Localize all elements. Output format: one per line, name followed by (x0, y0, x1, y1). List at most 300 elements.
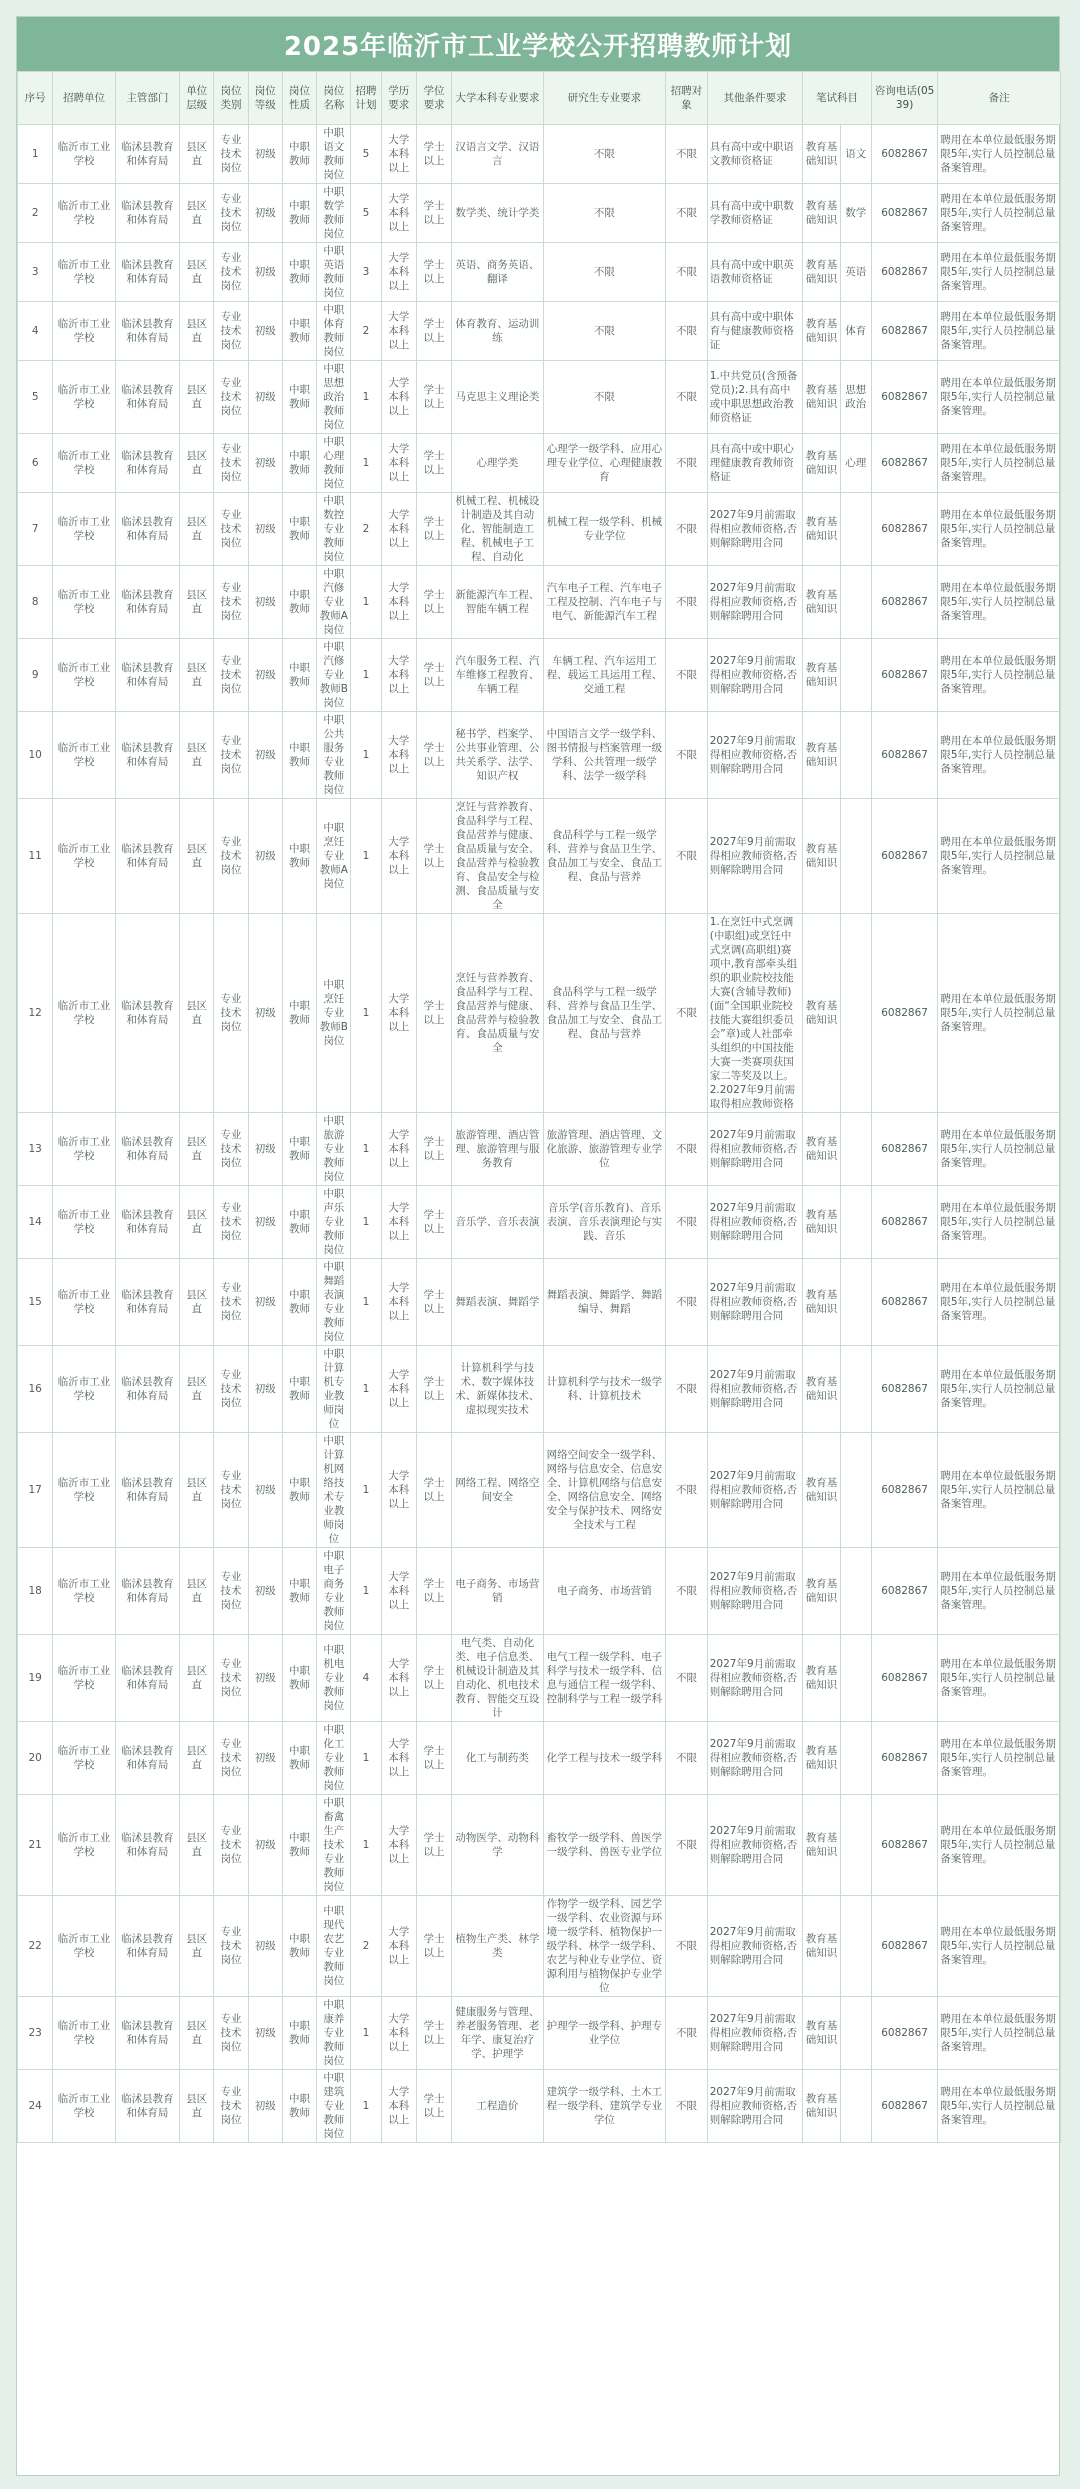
table-row (18, 914, 1061, 1113)
remark-cell: 聘用在本单位最低服务期限5年,实行人员控制总量备案管理。 (938, 1186, 1061, 1259)
col-header: 单位层级 (180, 72, 214, 125)
post-nature-cell: 中职教师 (282, 1113, 316, 1186)
post-grade-cell: 初级 (248, 184, 282, 243)
recruit-target-cell: 不限 (666, 184, 708, 243)
department-cell: 临沭县教育和体育局 (115, 125, 179, 184)
exam-subject-cell: 教育基础知识 (803, 2070, 840, 2143)
exam-subject-cell: 教育基础知识 (803, 1259, 840, 1346)
post-grade-cell: 初级 (248, 1635, 282, 1722)
graduate-major-cell: 舞蹈表演、舞蹈学、舞蹈编导、舞蹈 (543, 1259, 666, 1346)
table-row (18, 639, 1061, 712)
education-req-cell: 大学本科以上 (381, 1795, 416, 1896)
exam-subject-cell: 教育基础知识 (803, 1896, 840, 1997)
post-category-cell: 专业技术岗位 (214, 1548, 248, 1635)
post-category-cell: 专业技术岗位 (214, 1997, 248, 2070)
post-grade-cell: 初级 (248, 639, 282, 712)
post-nature-cell: 中职教师 (282, 1259, 316, 1346)
post-grade-cell: 初级 (248, 1548, 282, 1635)
other-requirements-cell: 2027年9月前需取得相应教师资格,否则解除聘用合同 (707, 1259, 803, 1346)
recruit-target-cell: 不限 (666, 1997, 708, 2070)
remark-cell: 聘用在本单位最低服务期限5年,实行人员控制总量备案管理。 (938, 1722, 1061, 1795)
post-category-cell: 专业技术岗位 (214, 125, 248, 184)
department-cell: 临沭县教育和体育局 (115, 2070, 179, 2143)
bachelor-major-cell: 计算机科学与技术、数字媒体技术、新媒体技术、虚拟现实技术 (452, 1346, 543, 1433)
exam-subject-2-cell: 体育 (840, 302, 871, 361)
recruiting-unit-cell: 临沂市工业学校 (53, 914, 115, 1113)
exam-subject-2-cell (840, 1997, 871, 2070)
recruitment-sheet (16, 16, 1060, 2476)
unit-level-cell: 县区直 (180, 184, 214, 243)
contact-phone-cell: 6082867 (871, 1548, 937, 1635)
education-req-cell: 大学本科以上 (381, 1259, 416, 1346)
post-category-cell: 专业技术岗位 (214, 1896, 248, 1997)
unit-level-cell: 县区直 (180, 1722, 214, 1795)
exam-subject-2-cell (840, 712, 871, 799)
other-requirements-cell: 具有高中或中职语文教师资格证 (707, 125, 803, 184)
post-nature-cell: 中职教师 (282, 1722, 316, 1795)
post-name-cell: 中职思想政治教师岗位 (317, 361, 351, 434)
recruit-target-cell: 不限 (666, 1635, 708, 1722)
graduate-major-cell: 中国语言文学一级学科、图书情报与档案管理一级学科、公共管理一级学科、法学一级学科 (543, 712, 666, 799)
education-req-cell: 大学本科以上 (381, 493, 416, 566)
post-nature-cell: 中职教师 (282, 434, 316, 493)
education-req-cell: 大学本科以上 (381, 1896, 416, 1997)
degree-req-cell: 学士以上 (416, 1259, 451, 1346)
unit-level-cell: 县区直 (180, 243, 214, 302)
recruit-count-cell: 1 (351, 1259, 381, 1346)
post-name-cell: 中职康养专业教师岗位 (317, 1997, 351, 2070)
unit-level-cell: 县区直 (180, 493, 214, 566)
recruiting-unit-cell: 临沂市工业学校 (53, 1722, 115, 1795)
other-requirements-cell: 2027年9月前需取得相应教师资格,否则解除聘用合同 (707, 799, 803, 914)
exam-subject-cell: 教育基础知识 (803, 1635, 840, 1722)
post-name-cell: 中职化工专业教师岗位 (317, 1722, 351, 1795)
recruit-count-cell: 1 (351, 1997, 381, 2070)
graduate-major-cell: 旅游管理、酒店管理、文化旅游、旅游管理专业学位 (543, 1113, 666, 1186)
recruiting-unit-cell: 临沂市工业学校 (53, 639, 115, 712)
row-number-cell: 16 (18, 1346, 53, 1433)
post-name-cell: 中职数控专业教师岗位 (317, 493, 351, 566)
row-number-cell: 6 (18, 434, 53, 493)
recruit-target-cell: 不限 (666, 302, 708, 361)
exam-subject-2-cell (840, 1896, 871, 1997)
bachelor-major-cell: 网络工程、网络空间安全 (452, 1433, 543, 1548)
table-row (18, 1259, 1061, 1346)
department-cell: 临沭县教育和体育局 (115, 1548, 179, 1635)
exam-subject-cell: 教育基础知识 (803, 1113, 840, 1186)
post-name-cell: 中职烹饪专业教师B岗位 (317, 914, 351, 1113)
exam-subject-cell: 教育基础知识 (803, 302, 840, 361)
post-name-cell: 中职心理教师岗位 (317, 434, 351, 493)
exam-subject-2-cell: 英语 (840, 243, 871, 302)
other-requirements-cell: 具有高中或中职英语教师资格证 (707, 243, 803, 302)
unit-level-cell: 县区直 (180, 1548, 214, 1635)
post-grade-cell: 初级 (248, 493, 282, 566)
post-grade-cell: 初级 (248, 914, 282, 1113)
post-nature-cell: 中职教师 (282, 184, 316, 243)
recruit-count-cell: 1 (351, 639, 381, 712)
degree-req-cell: 学士以上 (416, 799, 451, 914)
graduate-major-cell: 不限 (543, 243, 666, 302)
graduate-major-cell: 作物学一级学科、园艺学一级学科、农业资源与环境一级学科、植物保护一级学科、林学一级学科、农艺与种业专业学位、资源利用与植物保护专业学位 (543, 1896, 666, 1997)
post-category-cell: 专业技术岗位 (214, 1259, 248, 1346)
bachelor-major-cell: 舞蹈表演、舞蹈学 (452, 1259, 543, 1346)
contact-phone-cell: 6082867 (871, 1795, 937, 1896)
post-name-cell: 中职体育教师岗位 (317, 302, 351, 361)
exam-subject-2-cell (840, 1113, 871, 1186)
graduate-major-cell: 护理学一级学科、护理专业学位 (543, 1997, 666, 2070)
row-number-cell: 17 (18, 1433, 53, 1548)
post-category-cell: 专业技术岗位 (214, 712, 248, 799)
department-cell: 临沭县教育和体育局 (115, 712, 179, 799)
exam-subject-2-cell (840, 1346, 871, 1433)
table-row (18, 434, 1061, 493)
recruit-target-cell: 不限 (666, 243, 708, 302)
bachelor-major-cell: 动物医学、动物科学 (452, 1795, 543, 1896)
other-requirements-cell: 2027年9月前需取得相应教师资格,否则解除聘用合同 (707, 1186, 803, 1259)
education-req-cell: 大学本科以上 (381, 1722, 416, 1795)
table-row (18, 799, 1061, 914)
table-row (18, 1548, 1061, 1635)
recruit-count-cell: 1 (351, 2070, 381, 2143)
bachelor-major-cell: 新能源汽车工程、智能车辆工程 (452, 566, 543, 639)
unit-level-cell: 县区直 (180, 1997, 214, 2070)
degree-req-cell: 学士以上 (416, 1722, 451, 1795)
department-cell: 临沭县教育和体育局 (115, 1722, 179, 1795)
bachelor-major-cell: 健康服务与管理、养老服务管理、老年学、康复治疗学、护理学 (452, 1997, 543, 2070)
recruit-target-cell: 不限 (666, 434, 708, 493)
post-nature-cell: 中职教师 (282, 1635, 316, 1722)
exam-subject-2-cell (840, 1548, 871, 1635)
row-number-cell: 21 (18, 1795, 53, 1896)
degree-req-cell: 学士以上 (416, 914, 451, 1113)
contact-phone-cell: 6082867 (871, 361, 937, 434)
post-nature-cell: 中职教师 (282, 361, 316, 434)
remark-cell: 聘用在本单位最低服务期限5年,实行人员控制总量备案管理。 (938, 302, 1061, 361)
row-number-cell: 12 (18, 914, 53, 1113)
department-cell: 临沭县教育和体育局 (115, 1635, 179, 1722)
unit-level-cell: 县区直 (180, 566, 214, 639)
exam-subject-cell: 教育基础知识 (803, 1997, 840, 2070)
table-row (18, 1346, 1061, 1433)
bachelor-major-cell: 机械工程、机械设计制造及其自动化、智能制造工程、机械电子工程、自动化 (452, 493, 543, 566)
graduate-major-cell: 畜牧学一级学科、兽医学一级学科、兽医专业学位 (543, 1795, 666, 1896)
recruit-target-cell: 不限 (666, 125, 708, 184)
col-header-exam: 笔试科目 (803, 72, 872, 125)
exam-subject-2-cell: 数学 (840, 184, 871, 243)
recruit-target-cell: 不限 (666, 2070, 708, 2143)
recruit-count-cell: 1 (351, 799, 381, 914)
recruiting-unit-cell: 临沂市工业学校 (53, 1548, 115, 1635)
graduate-major-cell: 建筑学一级学科、土木工程一级学科、建筑学专业学位 (543, 2070, 666, 2143)
table-row (18, 184, 1061, 243)
post-grade-cell: 初级 (248, 302, 282, 361)
exam-subject-cell: 教育基础知识 (803, 1722, 840, 1795)
remark-cell: 聘用在本单位最低服务期限5年,实行人员控制总量备案管理。 (938, 184, 1061, 243)
exam-subject-cell: 教育基础知识 (803, 1186, 840, 1259)
contact-phone-cell: 6082867 (871, 1259, 937, 1346)
unit-level-cell: 县区直 (180, 2070, 214, 2143)
col-header: 大学本科专业要求 (452, 72, 543, 125)
unit-level-cell: 县区直 (180, 1896, 214, 1997)
bachelor-major-cell: 秘书学、档案学、公共事业管理、公共关系学、法学、知识产权 (452, 712, 543, 799)
other-requirements-cell: 2027年9月前需取得相应教师资格,否则解除聘用合同 (707, 493, 803, 566)
department-cell: 临沭县教育和体育局 (115, 639, 179, 712)
contact-phone-cell: 6082867 (871, 566, 937, 639)
department-cell: 临沭县教育和体育局 (115, 243, 179, 302)
remark-cell: 聘用在本单位最低服务期限5年,实行人员控制总量备案管理。 (938, 639, 1061, 712)
other-requirements-cell: 2027年9月前需取得相应教师资格,否则解除聘用合同 (707, 1548, 803, 1635)
graduate-major-cell: 不限 (543, 302, 666, 361)
post-name-cell: 中职电子商务专业教师岗位 (317, 1548, 351, 1635)
recruit-target-cell: 不限 (666, 566, 708, 639)
bachelor-major-cell: 心理学类 (452, 434, 543, 493)
education-req-cell: 大学本科以上 (381, 914, 416, 1113)
recruit-count-cell: 2 (351, 493, 381, 566)
graduate-major-cell: 不限 (543, 125, 666, 184)
degree-req-cell: 学士以上 (416, 1548, 451, 1635)
row-number-cell: 9 (18, 639, 53, 712)
contact-phone-cell: 6082867 (871, 184, 937, 243)
table-row (18, 361, 1061, 434)
recruiting-unit-cell: 临沂市工业学校 (53, 566, 115, 639)
post-grade-cell: 初级 (248, 1186, 282, 1259)
post-category-cell: 专业技术岗位 (214, 639, 248, 712)
exam-subject-2-cell (840, 914, 871, 1113)
graduate-major-cell: 心理学一级学科、应用心理专业学位、心理健康教育 (543, 434, 666, 493)
post-name-cell: 中职汽修专业教师A岗位 (317, 566, 351, 639)
row-number-cell: 10 (18, 712, 53, 799)
post-grade-cell: 初级 (248, 1997, 282, 2070)
table-row (18, 1186, 1061, 1259)
degree-req-cell: 学士以上 (416, 1997, 451, 2070)
post-category-cell: 专业技术岗位 (214, 1113, 248, 1186)
recruit-count-cell: 1 (351, 566, 381, 639)
recruitment-table (17, 71, 1061, 2143)
col-header: 其他条件要求 (707, 72, 803, 125)
exam-subject-2-cell (840, 639, 871, 712)
unit-level-cell: 县区直 (180, 125, 214, 184)
graduate-major-cell: 食品科学与工程一级学科、营养与食品卫生学、食品加工与安全、食品工程、食品与营养 (543, 799, 666, 914)
table-row (18, 1433, 1061, 1548)
degree-req-cell: 学士以上 (416, 712, 451, 799)
remark-cell: 聘用在本单位最低服务期限5年,实行人员控制总量备案管理。 (938, 493, 1061, 566)
post-name-cell: 中职舞蹈表演专业教师岗位 (317, 1259, 351, 1346)
graduate-major-cell: 食品科学与工程一级学科、营养与食品卫生学、食品加工与安全、食品工程、食品与营养 (543, 914, 666, 1113)
contact-phone-cell: 6082867 (871, 799, 937, 914)
bachelor-major-cell: 工程造价 (452, 2070, 543, 2143)
recruiting-unit-cell: 临沂市工业学校 (53, 1186, 115, 1259)
bachelor-major-cell: 电气类、自动化类、电子信息类、机械设计制造及其自动化、机电技术教育、智能交互设计 (452, 1635, 543, 1722)
contact-phone-cell: 6082867 (871, 243, 937, 302)
col-header: 岗位类别 (214, 72, 248, 125)
graduate-major-cell: 计算机科学与技术一级学科、计算机技术 (543, 1346, 666, 1433)
post-grade-cell: 初级 (248, 125, 282, 184)
unit-level-cell: 县区直 (180, 361, 214, 434)
recruit-target-cell: 不限 (666, 799, 708, 914)
recruit-count-cell: 1 (351, 1186, 381, 1259)
degree-req-cell: 学士以上 (416, 125, 451, 184)
recruit-count-cell: 1 (351, 712, 381, 799)
contact-phone-cell: 6082867 (871, 712, 937, 799)
remark-cell: 聘用在本单位最低服务期限5年,实行人员控制总量备案管理。 (938, 1795, 1061, 1896)
row-number-cell: 3 (18, 243, 53, 302)
post-name-cell: 中职畜禽生产技术专业教师岗位 (317, 1795, 351, 1896)
post-name-cell: 中职汽修专业教师B岗位 (317, 639, 351, 712)
recruiting-unit-cell: 临沂市工业学校 (53, 712, 115, 799)
post-grade-cell: 初级 (248, 712, 282, 799)
graduate-major-cell: 不限 (543, 184, 666, 243)
degree-req-cell: 学士以上 (416, 2070, 451, 2143)
education-req-cell: 大学本科以上 (381, 184, 416, 243)
graduate-major-cell: 车辆工程、汽车运用工程、载运工具运用工程、交通工程 (543, 639, 666, 712)
post-nature-cell: 中职教师 (282, 125, 316, 184)
row-number-cell: 4 (18, 302, 53, 361)
col-header: 招聘对象 (666, 72, 708, 125)
table-row (18, 566, 1061, 639)
other-requirements-cell: 具有高中或中职体育与健康教师资格证 (707, 302, 803, 361)
remark-cell: 聘用在本单位最低服务期限5年,实行人员控制总量备案管理。 (938, 1346, 1061, 1433)
department-cell: 临沭县教育和体育局 (115, 302, 179, 361)
col-header: 岗位等级 (248, 72, 282, 125)
recruit-target-cell: 不限 (666, 1548, 708, 1635)
department-cell: 临沭县教育和体育局 (115, 1186, 179, 1259)
education-req-cell: 大学本科以上 (381, 566, 416, 639)
recruit-target-cell: 不限 (666, 1113, 708, 1186)
education-req-cell: 大学本科以上 (381, 1433, 416, 1548)
post-grade-cell: 初级 (248, 243, 282, 302)
unit-level-cell: 县区直 (180, 1433, 214, 1548)
contact-phone-cell: 6082867 (871, 2070, 937, 2143)
exam-subject-2-cell (840, 1433, 871, 1548)
education-req-cell: 大学本科以上 (381, 302, 416, 361)
recruit-count-cell: 2 (351, 302, 381, 361)
education-req-cell: 大学本科以上 (381, 1997, 416, 2070)
recruit-target-cell: 不限 (666, 639, 708, 712)
remark-cell: 聘用在本单位最低服务期限5年,实行人员控制总量备案管理。 (938, 1896, 1061, 1997)
recruit-count-cell: 1 (351, 361, 381, 434)
post-name-cell: 中职建筑专业教师岗位 (317, 2070, 351, 2143)
recruiting-unit-cell: 临沂市工业学校 (53, 493, 115, 566)
remark-cell: 聘用在本单位最低服务期限5年,实行人员控制总量备案管理。 (938, 1113, 1061, 1186)
recruiting-unit-cell: 临沂市工业学校 (53, 184, 115, 243)
graduate-major-cell: 电气工程一级学科、电子科学与技术一级学科、信息与通信工程一级学科、控制科学与工程一级学科 (543, 1635, 666, 1722)
contact-phone-cell: 6082867 (871, 914, 937, 1113)
department-cell: 临沭县教育和体育局 (115, 1795, 179, 1896)
recruiting-unit-cell: 临沂市工业学校 (53, 1346, 115, 1433)
bachelor-major-cell: 马克思主义理论类 (452, 361, 543, 434)
table-row (18, 1997, 1061, 2070)
unit-level-cell: 县区直 (180, 1113, 214, 1186)
exam-subject-cell: 教育基础知识 (803, 914, 840, 1113)
graduate-major-cell: 化学工程与技术一级学科 (543, 1722, 666, 1795)
unit-level-cell: 县区直 (180, 1259, 214, 1346)
row-number-cell: 5 (18, 361, 53, 434)
exam-subject-2-cell (840, 1635, 871, 1722)
title-bar (17, 17, 1059, 71)
post-grade-cell: 初级 (248, 1795, 282, 1896)
unit-level-cell: 县区直 (180, 1635, 214, 1722)
exam-subject-2-cell (840, 1722, 871, 1795)
recruiting-unit-cell: 临沂市工业学校 (53, 361, 115, 434)
department-cell: 临沭县教育和体育局 (115, 914, 179, 1113)
degree-req-cell: 学士以上 (416, 1186, 451, 1259)
row-number-cell: 11 (18, 799, 53, 914)
contact-phone-cell: 6082867 (871, 1113, 937, 1186)
bachelor-major-cell: 烹饪与营养教育、食品科学与工程、食品营养与健康、食品质量与安全、食品营养与检验教育、食品安全与检测、食品质量与安全 (452, 799, 543, 914)
post-category-cell: 专业技术岗位 (214, 799, 248, 914)
bachelor-major-cell: 烹饪与营养教育、食品科学与工程、食品营养与健康、食品营养与检验教育、食品质量与安全 (452, 914, 543, 1113)
recruiting-unit-cell: 临沂市工业学校 (53, 125, 115, 184)
recruiting-unit-cell: 临沂市工业学校 (53, 434, 115, 493)
post-nature-cell: 中职教师 (282, 243, 316, 302)
post-name-cell: 中职英语教师岗位 (317, 243, 351, 302)
degree-req-cell: 学士以上 (416, 434, 451, 493)
department-cell: 临沭县教育和体育局 (115, 184, 179, 243)
exam-subject-cell: 教育基础知识 (803, 361, 840, 434)
recruit-target-cell: 不限 (666, 1795, 708, 1896)
post-grade-cell: 初级 (248, 799, 282, 914)
other-requirements-cell: 具有高中或中职心理健康教育教师资格证 (707, 434, 803, 493)
post-nature-cell: 中职教师 (282, 799, 316, 914)
post-nature-cell: 中职教师 (282, 712, 316, 799)
bachelor-major-cell: 电子商务、市场营销 (452, 1548, 543, 1635)
recruit-target-cell: 不限 (666, 1896, 708, 1997)
post-category-cell: 专业技术岗位 (214, 434, 248, 493)
education-req-cell: 大学本科以上 (381, 361, 416, 434)
post-category-cell: 专业技术岗位 (214, 243, 248, 302)
post-grade-cell: 初级 (248, 1722, 282, 1795)
recruit-count-cell: 1 (351, 434, 381, 493)
post-nature-cell: 中职教师 (282, 2070, 316, 2143)
row-number-cell: 14 (18, 1186, 53, 1259)
education-req-cell: 大学本科以上 (381, 799, 416, 914)
post-category-cell: 专业技术岗位 (214, 1186, 248, 1259)
other-requirements-cell: 2027年9月前需取得相应教师资格,否则解除聘用合同 (707, 1722, 803, 1795)
exam-subject-cell: 教育基础知识 (803, 639, 840, 712)
col-header: 研究生专业要求 (543, 72, 666, 125)
post-category-cell: 专业技术岗位 (214, 1722, 248, 1795)
recruit-target-cell: 不限 (666, 1722, 708, 1795)
recruit-target-cell: 不限 (666, 1186, 708, 1259)
unit-level-cell: 县区直 (180, 1795, 214, 1896)
post-category-cell: 专业技术岗位 (214, 1635, 248, 1722)
recruiting-unit-cell: 临沂市工业学校 (53, 1896, 115, 1997)
post-category-cell: 专业技术岗位 (214, 1433, 248, 1548)
table-row (18, 493, 1061, 566)
recruit-count-cell: 4 (351, 1635, 381, 1722)
table-row (18, 302, 1061, 361)
recruit-target-cell: 不限 (666, 1433, 708, 1548)
education-req-cell: 大学本科以上 (381, 434, 416, 493)
row-number-cell: 15 (18, 1259, 53, 1346)
post-name-cell: 中职计算机专业教师岗位 (317, 1346, 351, 1433)
row-number-cell: 18 (18, 1548, 53, 1635)
other-requirements-cell: 具有高中或中职数学教师资格证 (707, 184, 803, 243)
unit-level-cell: 县区直 (180, 1186, 214, 1259)
recruit-count-cell: 2 (351, 1896, 381, 1997)
exam-subject-2-cell (840, 2070, 871, 2143)
post-category-cell: 专业技术岗位 (214, 566, 248, 639)
exam-subject-cell: 教育基础知识 (803, 184, 840, 243)
post-nature-cell: 中职教师 (282, 1795, 316, 1896)
department-cell: 临沭县教育和体育局 (115, 799, 179, 914)
post-category-cell: 专业技术岗位 (214, 1346, 248, 1433)
unit-level-cell: 县区直 (180, 712, 214, 799)
other-requirements-cell: 2027年9月前需取得相应教师资格,否则解除聘用合同 (707, 1346, 803, 1433)
table-row (18, 1896, 1061, 1997)
bachelor-major-cell: 旅游管理、酒店管理、旅游管理与服务教育 (452, 1113, 543, 1186)
